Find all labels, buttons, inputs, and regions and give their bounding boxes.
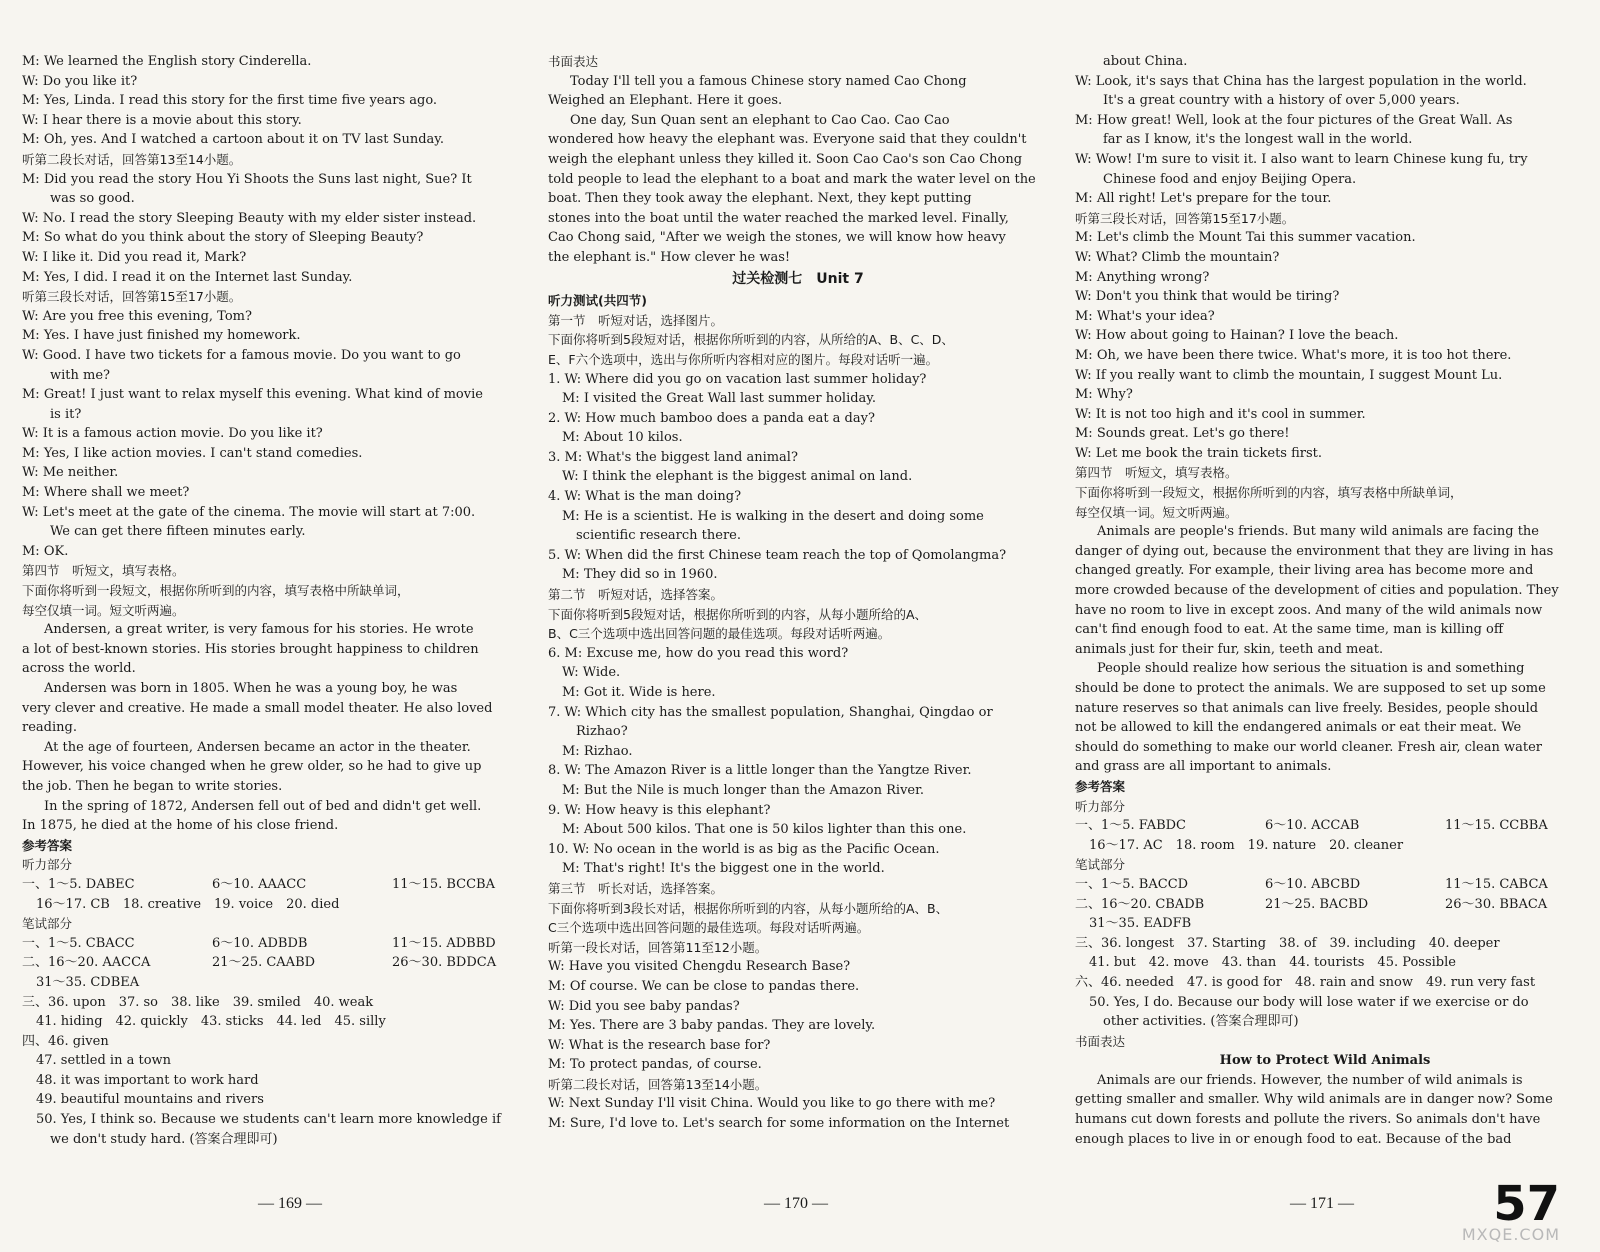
text-line: reading. xyxy=(22,720,77,736)
answer-cell: 一、1～5. CBACC xyxy=(22,935,135,951)
text-line: M: But the Nile is much longer than the Amazon River. xyxy=(562,782,925,798)
answer-cell: 二、16～20. CBADB xyxy=(1075,896,1205,912)
text-line: W: Look, it's says that China has the largest population in the world. xyxy=(1075,73,1527,89)
page-number-171: — 171 — xyxy=(1290,1195,1354,1212)
section-instruction: 听第三段长对话，回答第15至17小题。 xyxy=(22,289,242,305)
text-line: W: It is not too high and it's cool in summer. xyxy=(1075,406,1366,422)
text-line: M: How great! Well, look at the four pictures of the Great Wall. As xyxy=(1075,112,1513,128)
text-line: told people to lead the elephant to a boat and mark the water level on the xyxy=(548,171,1036,187)
section-instruction: E、F六个选项中，选出与你所听内容相对应的图片。每段对话听一遍。 xyxy=(548,351,939,367)
answer-cell: 一、1～5. BACCD xyxy=(1075,876,1189,892)
text-line: humans cut down forests and pollute the rivers. So animals don't have xyxy=(1075,1112,1541,1128)
section-instruction: 第一节 听短对话，选择图片。 xyxy=(548,312,724,328)
section-instruction: 第四节 听短文，填写表格。 xyxy=(1075,465,1238,481)
text-line: W: What? Climb the mountain? xyxy=(1075,249,1280,265)
answer-cell: 11～15. ADBBD xyxy=(392,935,496,951)
text-line: wondered how heavy the elephant was. Everyone said that they couldn't xyxy=(548,132,1027,148)
answer-cell: 11～15. BCCBA xyxy=(392,876,495,892)
text-line: We can get there fifteen minutes early. xyxy=(50,524,306,540)
text-line: other activities. (答案合理即可) xyxy=(1103,1014,1299,1030)
text-line: 四、46. given xyxy=(22,1033,109,1049)
text-line: very clever and creative. He made a small model theater. He also loved xyxy=(22,700,493,716)
text-line: M: All right! Let's prepare for the tour. xyxy=(1075,191,1332,207)
text-line: 41. but 42. move 43. than 44. tourists 45. Possible xyxy=(1089,955,1456,971)
section-instruction: B、C三个选项中选出回答问题的最佳选项。每段对话听两遍。 xyxy=(548,626,891,642)
text-line: the job. Then he began to write stories. xyxy=(22,778,283,794)
text-line: M: Yes, Linda. I read this story for the first time five years ago. xyxy=(22,93,438,109)
text-line: M: Yes, I like action movies. I can't stand comedies. xyxy=(22,445,363,461)
answer-row xyxy=(1075,816,1575,836)
answer-cell: 6～10. ABCBD xyxy=(1265,876,1361,892)
text-line: W: Don't you think that would be tiring? xyxy=(1075,289,1340,305)
section-instruction: 下面你将听到一段短文，根据你所听到的内容，填写表格中所缺单词， xyxy=(1075,485,1463,501)
text-line: M: We learned the English story Cinderella. xyxy=(22,54,312,69)
text-line: M: OK. xyxy=(22,543,69,559)
text-line: M: To protect pandas, of course. xyxy=(548,1057,762,1073)
answer-cell: 11～15. CCBBA xyxy=(1445,818,1548,834)
text-line: M: What's your idea? xyxy=(1075,308,1215,324)
text-line: M: Got it. Wide is here. xyxy=(562,685,716,700)
text-line: 31～35. CDBEA xyxy=(36,974,140,990)
text-line: and grass are all important to animals. xyxy=(1075,759,1332,775)
text-line: 六、46. needed 47. is good for 48. rain and snow 49. run very fast xyxy=(1075,974,1536,990)
column-page-171 xyxy=(1075,52,1575,1176)
column-page-170 xyxy=(548,52,1048,1176)
answer-cell: 26～30. BBACA xyxy=(1445,896,1548,912)
answer-row xyxy=(1075,875,1575,895)
section-instruction: 下面你将听到5段短对话，根据你所听到的内容，从所给的A、B、C、D、 xyxy=(548,332,954,348)
text-line: W: Wow! I'm sure to visit it. I also want to learn Chinese kung fu, try xyxy=(1075,151,1528,167)
watermark: MXQE.COM xyxy=(1461,1225,1560,1244)
text-line: M: Did you read the story Hou Yi Shoots the Suns last night, Sue? It xyxy=(22,171,472,187)
text-line: M: They did so in 1960. xyxy=(562,567,718,583)
text-line: the elephant is." How clever he was! xyxy=(548,249,791,265)
section-instruction: 听力部分 xyxy=(22,857,73,873)
text-line: 2. W: How much bamboo does a panda eat a day? xyxy=(548,410,875,426)
text-line: Cao Chong said, "After we weigh the stones, we will know how heavy xyxy=(548,230,1006,246)
text-line: M: Sounds great. Let's go there! xyxy=(1075,426,1290,442)
section-instruction: 听力部分 xyxy=(1075,798,1126,814)
paragraph-start: Andersen was born in 1805. When he was a young boy, he was xyxy=(44,681,458,696)
text-line: can't find enough food to eat. At the same time, man is killing off xyxy=(1075,622,1504,638)
text-line: not be allowed to kill the endangered animals or eat their meat. We xyxy=(1075,720,1522,736)
paragraph-start: One day, Sun Quan sent an elephant to Cao Cao. Cao Cao xyxy=(570,112,950,128)
answer-cell: 一、1～5. FABDC xyxy=(1075,818,1187,834)
text-line: 10. W: No ocean in the world is as big as the Pacific Ocean. xyxy=(548,841,940,857)
paragraph-start: Today I'll tell you a famous Chinese story named Cao Chong xyxy=(570,73,967,89)
section-instruction: 每空仅填一词。短文听两遍。 xyxy=(22,602,185,618)
text-line: 5. W: When did the first Chinese team reach the top of Qomolangma? xyxy=(548,547,1007,563)
answer-cell: 26～30. BDDCA xyxy=(392,955,497,971)
section-heading: 参考答案 xyxy=(22,837,73,853)
page-number-169: — 169 — xyxy=(258,1195,322,1212)
text-line: M: Of course. We can be close to pandas there. xyxy=(548,978,860,994)
answer-cell: 6～10. AAACC xyxy=(212,876,307,892)
text-line: M: Yes. There are 3 baby pandas. They are lovely. xyxy=(548,1018,876,1034)
text-line: M: About 10 kilos. xyxy=(562,430,683,446)
text-line: scientific research there. xyxy=(576,528,741,544)
column-page-169 xyxy=(22,52,522,1176)
text-line: we don't study hard. (答案合理即可) xyxy=(50,1131,278,1147)
text-line: 50. Yes, I think so. Because we students can't learn more knowledge if xyxy=(36,1112,501,1128)
text-line: 47. settled in a town xyxy=(36,1053,172,1069)
text-line: Weighed an Elephant. Here it goes. xyxy=(548,93,783,109)
text-line: 48. it was important to work hard xyxy=(36,1072,259,1088)
page-number-170: — 170 — xyxy=(764,1195,828,1212)
paragraph-start: People should realize how serious the situation is and something xyxy=(1097,661,1525,677)
section-heading: 参考答案 xyxy=(1075,778,1126,794)
text-line: M: I visited the Great Wall last summer holiday. xyxy=(562,391,877,407)
text-line: W: Wide. xyxy=(562,665,621,681)
text-line: M: So what do you think about the story of Sleeping Beauty? xyxy=(22,230,424,246)
text-line: M: He is a scientist. He is walking in the desert and doing some xyxy=(562,508,984,524)
section-instruction: 听第二段长对话，回答第13至14小题。 xyxy=(548,1076,768,1092)
text-line: with me? xyxy=(50,367,111,383)
answer-cell: 21～25. CAABD xyxy=(212,955,316,971)
text-line: 3. M: What's the biggest land animal? xyxy=(548,449,798,465)
text-line: should be done to protect the animals. We are supposed to set up some xyxy=(1075,681,1546,696)
text-line: 50. Yes, I do. Because our body will lose water if we exercise or do xyxy=(1089,994,1529,1010)
text-line: changed greatly. For example, their living area has become more and xyxy=(1075,563,1534,579)
answer-cell: 6～10. ADBDB xyxy=(212,935,308,951)
section-instruction: 下面你将听到3段长对话，根据你所听到的内容，从每小题所给的A、B、 xyxy=(548,900,949,916)
answer-cell: 一、1～5. DABEC xyxy=(22,876,135,892)
text-line: W: Do you like it? xyxy=(22,73,138,89)
section-instruction: 第二节 听短对话，选择答案。 xyxy=(548,587,724,603)
paragraph-start: Andersen, a great writer, is very famous for his stories. He wrote xyxy=(44,622,474,638)
text-line: W: I hear there is a movie about this story. xyxy=(22,112,302,128)
text-line: boat. Then they took away the elephant. Next, they kept putting xyxy=(548,191,972,207)
text-line: M: Anything wrong? xyxy=(1075,269,1210,285)
text-line: M: Let's climb the Mount Tai this summer vacation. xyxy=(1075,230,1416,246)
text-line: W: Are you free this evening, Tom? xyxy=(22,308,252,324)
text-line: W: Have you visited Chengdu Research Base? xyxy=(548,959,851,975)
text-line: far as I know, it's the longest wall in the world. xyxy=(1103,132,1413,148)
section-instruction: 书面表达 xyxy=(548,54,599,69)
text-line: M: Yes. I have just finished my homework. xyxy=(22,328,301,344)
paragraph-start: Animals are our friends. However, the number of wild animals is xyxy=(1097,1072,1523,1088)
text-line: 三、36. longest 37. Starting 38. of 39. including 40. deeper xyxy=(1075,935,1500,951)
text-line: In 1875, he died at the home of his close friend. xyxy=(22,818,339,834)
text-line: M: About 500 kilos. That one is 50 kilos lighter than this one. xyxy=(562,822,967,838)
essay-title: How to Protect Wild Animals xyxy=(1219,1053,1431,1069)
text-line: danger of dying out, because the environment that they are living in has xyxy=(1075,543,1554,559)
section-heading: 听力测试(共四节) xyxy=(548,293,647,309)
text-line: enough places to live in or enough food to eat. Because of the bad xyxy=(1075,1131,1512,1147)
section-instruction: 第三节 听长对话，选择答案。 xyxy=(548,880,724,896)
text-line: animals just for their fur, skin, teeth and meat. xyxy=(1075,641,1384,657)
text-line: more crowded because of the development of cities and population. They xyxy=(1075,583,1559,599)
text-line: W: If you really want to climb the mountain, I suggest Mount Lu. xyxy=(1075,367,1503,383)
text-line: M: Sure, I'd love to. Let's search for some information on the Internet xyxy=(548,1116,1010,1132)
text-line: have no room to live in except zoos. And many of the wild animals now xyxy=(1075,602,1543,618)
text-line: 16～17. AC 18. room 19. nature 20. cleaner xyxy=(1089,837,1404,853)
text-line: weigh the elephant unless they killed it. Soon Cao Cao's son Cao Chong xyxy=(548,151,1023,167)
text-line: W: Next Sunday I'll visit China. Would you like to go there with me? xyxy=(548,1096,996,1112)
section-instruction: 笔试部分 xyxy=(1075,857,1126,873)
text-line: M: Great! I just want to relax myself this evening. What kind of movie xyxy=(22,387,483,403)
text-line: M: Rizhao. xyxy=(562,743,633,759)
section-instruction: 听第三段长对话，回答第15至17小题。 xyxy=(1075,210,1295,226)
section-instruction: 笔试部分 xyxy=(22,916,73,932)
text-line: However, his voice changed when he grew older, so he had to give up xyxy=(22,759,482,775)
text-line: nature reserves so that animals can live freely. Besides, people should xyxy=(1075,700,1539,716)
text-line: a lot of best-known stories. His stories brought happiness to children xyxy=(22,641,479,657)
text-line: W: What is the research base for? xyxy=(548,1037,771,1053)
text-line: 三、36. upon 37. so 38. like 39. smiled 40. weak xyxy=(22,994,374,1010)
text-line: W: Good. I have two tickets for a famous movie. Do you want to go xyxy=(22,347,461,363)
text-line: M: Oh, we have been there twice. What's more, it is too hot there. xyxy=(1075,347,1512,363)
text-line: W: It is a famous action movie. Do you like it? xyxy=(22,426,323,442)
text-line: W: Did you see baby pandas? xyxy=(548,998,740,1014)
text-line: M: Oh, yes. And I watched a cartoon about it on TV last Sunday. xyxy=(22,132,445,148)
text-line: stones into the boat until the water reached the marked level. Finally, xyxy=(548,210,1009,226)
text-line: 49. beautiful mountains and rivers xyxy=(36,1092,264,1108)
answer-row xyxy=(1075,895,1575,915)
text-line: should do something to make our world cleaner. Fresh air, clean water xyxy=(1075,739,1542,755)
section-instruction: 书面表达 xyxy=(1075,1033,1126,1049)
text-line: 4. W: What is the man doing? xyxy=(548,489,742,505)
answer-cell: 11～15. CABCA xyxy=(1445,876,1548,892)
section-instruction: C三个选项中选出回答问题的最佳选项。每段对话听两遍。 xyxy=(548,920,870,936)
text-line: Chinese food and enjoy Beijing Opera. xyxy=(1103,171,1357,187)
section-instruction: 下面你将听到5段短对话，根据你所听到的内容，从每小题所给的A、 xyxy=(548,606,928,622)
text-line: 8. W: The Amazon River is a little longer than the Yangtze River. xyxy=(548,763,972,779)
text-line: 9. W: How heavy is this elephant? xyxy=(548,802,771,818)
section-instruction: 听第二段长对话，回答第13至14小题。 xyxy=(22,151,242,167)
text-line: 31～35. EADFB xyxy=(1089,916,1192,932)
text-line: W: Me neither. xyxy=(22,465,119,481)
answer-cell: 二、16～20. AACCA xyxy=(22,955,151,971)
text-line: M: That's right! It's the biggest one in the world. xyxy=(562,861,885,877)
paragraph-start: Animals are people's friends. But many wild animals are facing the xyxy=(1097,524,1539,540)
text-line: M: Why? xyxy=(1075,387,1133,403)
text-line: M: Where shall we meet? xyxy=(22,485,190,501)
unit-title: 过关检测七 Unit 7 xyxy=(732,270,864,287)
section-instruction: 每空仅填一词。短文听两遍。 xyxy=(1075,504,1238,520)
text-line: 1. W: Where did you go on vacation last summer holiday? xyxy=(548,371,927,387)
text-line: W: Let me book the train tickets first. xyxy=(1075,445,1323,461)
answer-row xyxy=(22,953,522,973)
text-line: M: Yes, I did. I read it on the Internet last Sunday. xyxy=(22,269,353,285)
answer-row xyxy=(22,875,522,895)
text-line: It's a great country with a history of over 5,000 years. xyxy=(1103,93,1460,109)
text-line: 41. hiding 42. quickly 43. sticks 44. led 45. silly xyxy=(36,1014,386,1030)
answer-cell: 21～25. BACBD xyxy=(1265,896,1369,912)
corner-page-mark: 57 xyxy=(1493,1176,1560,1232)
section-instruction: 听第一段长对话，回答第11至12小题。 xyxy=(548,939,768,955)
text-line: across the world. xyxy=(22,661,136,677)
paragraph-start: In the spring of 1872, Andersen fell out of bed and didn't get well. xyxy=(44,798,482,814)
text-line: 16～17. CB 18. creative 19. voice 20. died xyxy=(36,896,340,912)
text-line: Rizhao? xyxy=(576,724,628,740)
text-line: W: I think the elephant is the biggest animal on land. xyxy=(562,469,913,485)
text-line: W: I like it. Did you read it, Mark? xyxy=(22,249,247,265)
text-line: 6. M: Excuse me, how do you read this word? xyxy=(548,645,849,661)
section-instruction: 下面你将听到一段短文，根据你所听到的内容，填写表格中所缺单词， xyxy=(22,583,410,599)
text-line: was so good. xyxy=(50,191,135,207)
paragraph-start: At the age of fourteen, Andersen became an actor in the theater. xyxy=(44,739,471,755)
answer-row xyxy=(22,934,522,954)
answer-cell: 6～10. ACCAB xyxy=(1265,818,1360,834)
text-line: is it? xyxy=(50,406,82,422)
text-line: about China. xyxy=(1103,54,1188,69)
text-line: W: Let's meet at the gate of the cinema. The movie will start at 7:00. xyxy=(22,504,476,520)
section-instruction: 第四节 听短文，填写表格。 xyxy=(22,563,185,579)
text-line: 7. W: Which city has the smallest population, Shanghai, Qingdao or xyxy=(548,704,993,720)
text-line: getting smaller and smaller. Why wild animals are in danger now? Some xyxy=(1075,1092,1553,1108)
text-line: W: No. I read the story Sleeping Beauty with my elder sister instead. xyxy=(22,210,477,226)
text-line: W: How about going to Hainan? I love the beach. xyxy=(1075,328,1399,344)
